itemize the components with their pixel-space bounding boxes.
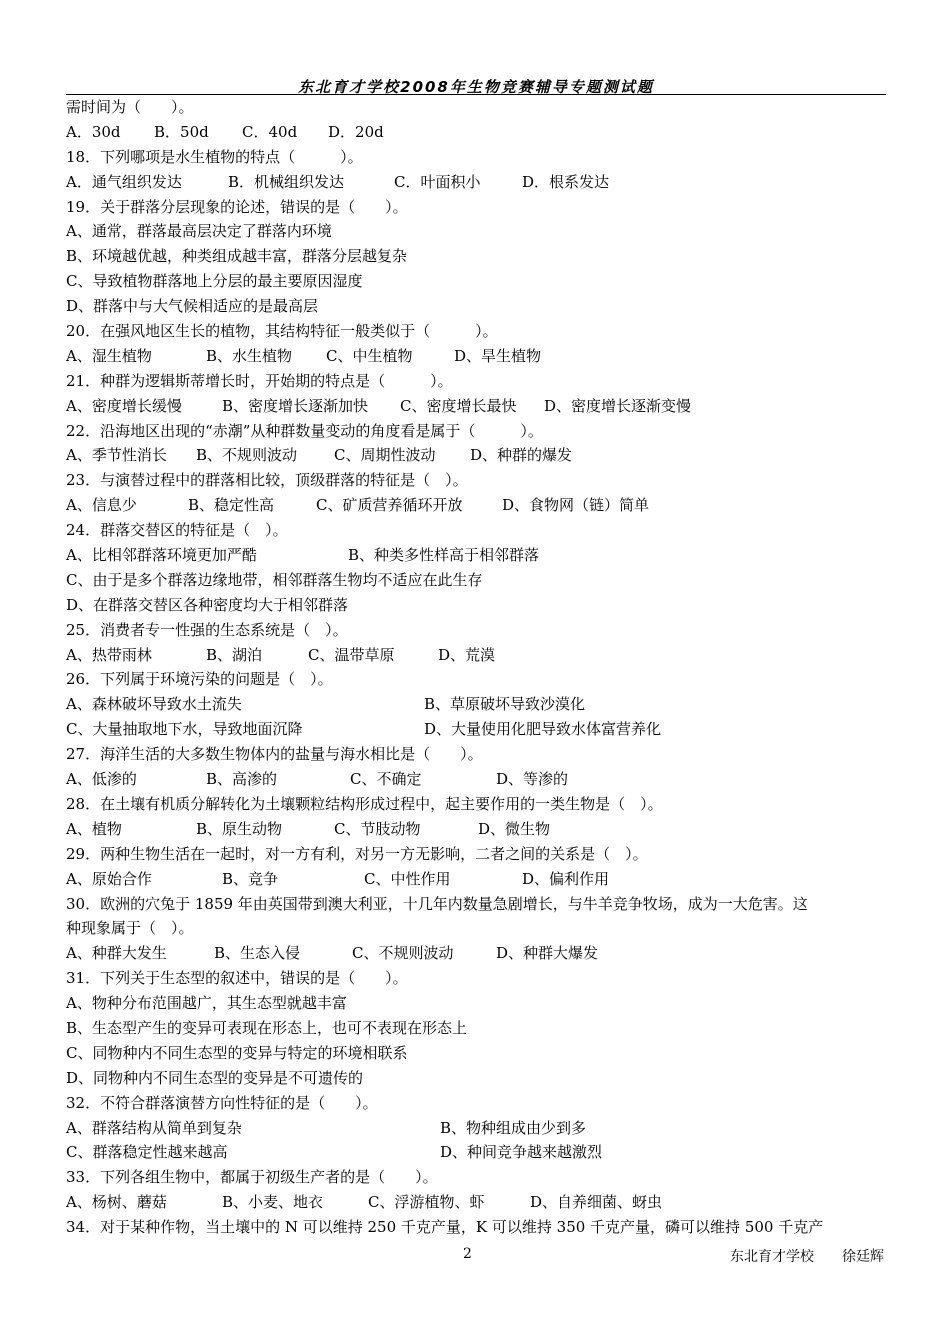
option: C、同物种内不同生态型的变异与特定的环境相联系 xyxy=(66,1043,408,1062)
option: A、热带雨林 xyxy=(66,645,152,664)
options-q26-a xyxy=(66,692,886,717)
option: A、杨树、蘑菇 xyxy=(66,1193,167,1212)
option: A、通常，群落最高层决定了群落内环境 xyxy=(66,222,332,241)
option: D、同物种内不同生态型的变异是不可遗传的 xyxy=(66,1068,364,1087)
question-31: 31．下列关于生态型的叙述中，错误的是（ ）。 xyxy=(66,969,408,988)
option: C、中性作用 xyxy=(364,869,451,888)
question-24: 24．群落交替区的特征是（ ）。 xyxy=(66,521,288,540)
option: D、旱生植物 xyxy=(454,346,542,365)
option: C、矿质营养循环开放 xyxy=(316,496,463,515)
option: B、竞争 xyxy=(222,869,279,888)
option: A、植物 xyxy=(66,819,122,838)
question-27: 27．海洋生活的大多数生物体内的盐量与海水相比是（ ）。 xyxy=(66,745,483,764)
question-25: 25．消费者专一性强的生态系统是（ ）。 xyxy=(66,620,348,639)
option: C、温带草原 xyxy=(308,645,395,664)
option: C、不规则波动 xyxy=(352,944,454,963)
option: D、密度增长逐渐变慢 xyxy=(544,396,692,415)
options-q32-a xyxy=(66,1116,886,1141)
options-q23 xyxy=(66,493,886,518)
option: C、导致植物群落地上分层的最主要原因湿度 xyxy=(66,272,363,291)
option: D、在群落交替区各种密度均大于相邻群落 xyxy=(66,595,349,614)
option: D、种群大爆发 xyxy=(496,944,599,963)
option: C、节肢动物 xyxy=(334,819,421,838)
option: D、偏利作用 xyxy=(522,869,610,888)
question-34: 34．对于某种作物，当土壤中的 N 可以维持 250 千克产量，K 可以维持 350 千克产量，磷可以维持 500 千克产 xyxy=(66,1218,824,1237)
option: D、大量使用化肥导致水体富营养化 xyxy=(424,720,662,739)
question-26: 26．下列属于环境污染的问题是（ ）。 xyxy=(66,670,333,689)
option: A、低渗的 xyxy=(66,770,137,789)
option: C、不确定 xyxy=(350,770,422,789)
options-q17 xyxy=(66,120,886,145)
options-q29 xyxy=(66,867,886,892)
options-q22 xyxy=(66,443,886,468)
options-q32-b xyxy=(66,1140,886,1165)
option: D．根系发达 xyxy=(522,172,610,191)
options-q20 xyxy=(66,344,886,369)
option: A、原始合作 xyxy=(66,869,152,888)
option: C．叶面积小 xyxy=(394,172,481,191)
option: D、种群的爆发 xyxy=(470,446,573,465)
option: B、高渗的 xyxy=(206,770,278,789)
question-28: 28．在土壤有机质分解转化为土壤颗粒结构形成过程中，起主要作用的一类生物是（ ）。 xyxy=(66,794,663,813)
option: A、信息少 xyxy=(66,496,137,515)
options-q24 xyxy=(66,543,886,568)
option: A、物种分布范围越广，其生态型就越丰富 xyxy=(66,994,347,1013)
option: A．30d xyxy=(66,122,121,141)
question-32: 32．不符合群落演替方向性特征的是（ ）。 xyxy=(66,1093,378,1112)
question-23: 23．与演替过程中的群落相比较，顶级群落的特征是（ ）。 xyxy=(66,471,468,490)
option: A．通气组织发达 xyxy=(66,172,182,191)
options-q28 xyxy=(66,817,886,842)
option: B、湖泊 xyxy=(206,645,263,664)
option: A、湿生植物 xyxy=(66,346,152,365)
options-q25 xyxy=(66,643,886,668)
footer-author: 东北育才学校 徐廷辉 xyxy=(730,1249,884,1265)
option: D、食物网（链）简单 xyxy=(502,496,650,515)
option: B、种类多性样高于相邻群落 xyxy=(348,546,540,565)
question-20: 20．在强风地区生长的植物，其结构特征一般类似于（ ）。 xyxy=(66,322,498,341)
option: C、周期性波动 xyxy=(334,446,436,465)
option: C、由于是多个群落边缘地带，相邻群落生物均不适应在此生存 xyxy=(66,570,483,589)
question-33: 33．下列各组生物中，都属于初级生产者的是（ ）。 xyxy=(66,1168,438,1187)
option: C、密度增长最快 xyxy=(400,396,517,415)
option: C、浮游植物、虾 xyxy=(368,1193,485,1212)
question-22: 22．沿海地区出现的“赤潮”从种群数量变动的角度看是属于（ ）。 xyxy=(66,421,543,440)
option: B、密度增长逐渐加快 xyxy=(222,396,369,415)
option: B、物种组成由少到多 xyxy=(440,1118,587,1137)
question-30-cont: 种现象属于（ ）。 xyxy=(66,919,194,938)
option: B、生态型产生的变异可表现在形态上，也可不表现在形态上 xyxy=(66,1018,468,1037)
question-19: 19．关于群落分层现象的论述，错误的是（ ）。 xyxy=(66,197,408,216)
options-q27 xyxy=(66,767,886,792)
option: A、群落结构从简单到复杂 xyxy=(66,1118,242,1137)
option: A、森林破坏导致水土流失 xyxy=(66,695,242,714)
option: A、种群大发生 xyxy=(66,944,167,963)
question-30: 30．欧洲的穴兔于 1859 年由英国带到澳大利亚，十几年内数量急剧增长，与牛羊竞争牧场，成为一大危害。这 xyxy=(66,894,808,913)
option: D．20d xyxy=(328,122,384,141)
options-q21 xyxy=(66,394,886,419)
option: D、群落中与大气候相适应的是最高层 xyxy=(66,297,319,316)
option: B、草原破坏导致沙漠化 xyxy=(424,695,586,714)
option: D、等渗的 xyxy=(496,770,569,789)
option: B、水生植物 xyxy=(206,346,293,365)
options-q18 xyxy=(66,170,886,195)
option: B、不规则波动 xyxy=(196,446,298,465)
page-number: 2 xyxy=(463,1246,472,1262)
option: B．50d xyxy=(154,122,209,141)
option: C、群落稳定性越来越高 xyxy=(66,1143,228,1162)
question-content xyxy=(66,95,886,1240)
options-q33 xyxy=(66,1190,886,1215)
option: B、环境越优越，种类组成越丰富，群落分层越复杂 xyxy=(66,247,408,266)
question-29: 29．两种生物生活在一起时，对一方有利，对另一方无影响，二者之间的关系是（ ）。 xyxy=(66,844,648,863)
page-header-title: 东北育才学校2008年生物竞赛辅导专题测试题 xyxy=(298,78,654,96)
option: B．机械组织发达 xyxy=(228,172,345,191)
option: D、微生物 xyxy=(478,819,551,838)
option: C．40d xyxy=(242,122,298,141)
option: B、稳定性高 xyxy=(188,496,275,515)
options-q26-b xyxy=(66,717,886,742)
option: C、中生植物 xyxy=(326,346,413,365)
option: D、荒漠 xyxy=(438,645,496,664)
option: B、原生动物 xyxy=(196,819,283,838)
options-q30 xyxy=(66,941,886,966)
option: D、种间竞争越来越激烈 xyxy=(440,1143,603,1162)
option: B、小麦、地衣 xyxy=(222,1193,324,1212)
text-line: 需时间为（ ）。 xyxy=(66,98,194,116)
option: C、大量抽取地下水，导致地面沉降 xyxy=(66,720,303,739)
option: A、密度增长缓慢 xyxy=(66,396,182,415)
option: B、生态入侵 xyxy=(214,944,301,963)
option: A、季节性消长 xyxy=(66,446,167,465)
question-18: 18．下列哪项是水生植物的特点（ ）。 xyxy=(66,147,363,166)
option: D、自养细菌、蚜虫 xyxy=(530,1193,663,1212)
question-21: 21．种群为逻辑斯蒂增长时，开始期的特点是（ ）。 xyxy=(66,371,453,390)
option: A、比相邻群落环境更加严酷 xyxy=(66,546,257,565)
